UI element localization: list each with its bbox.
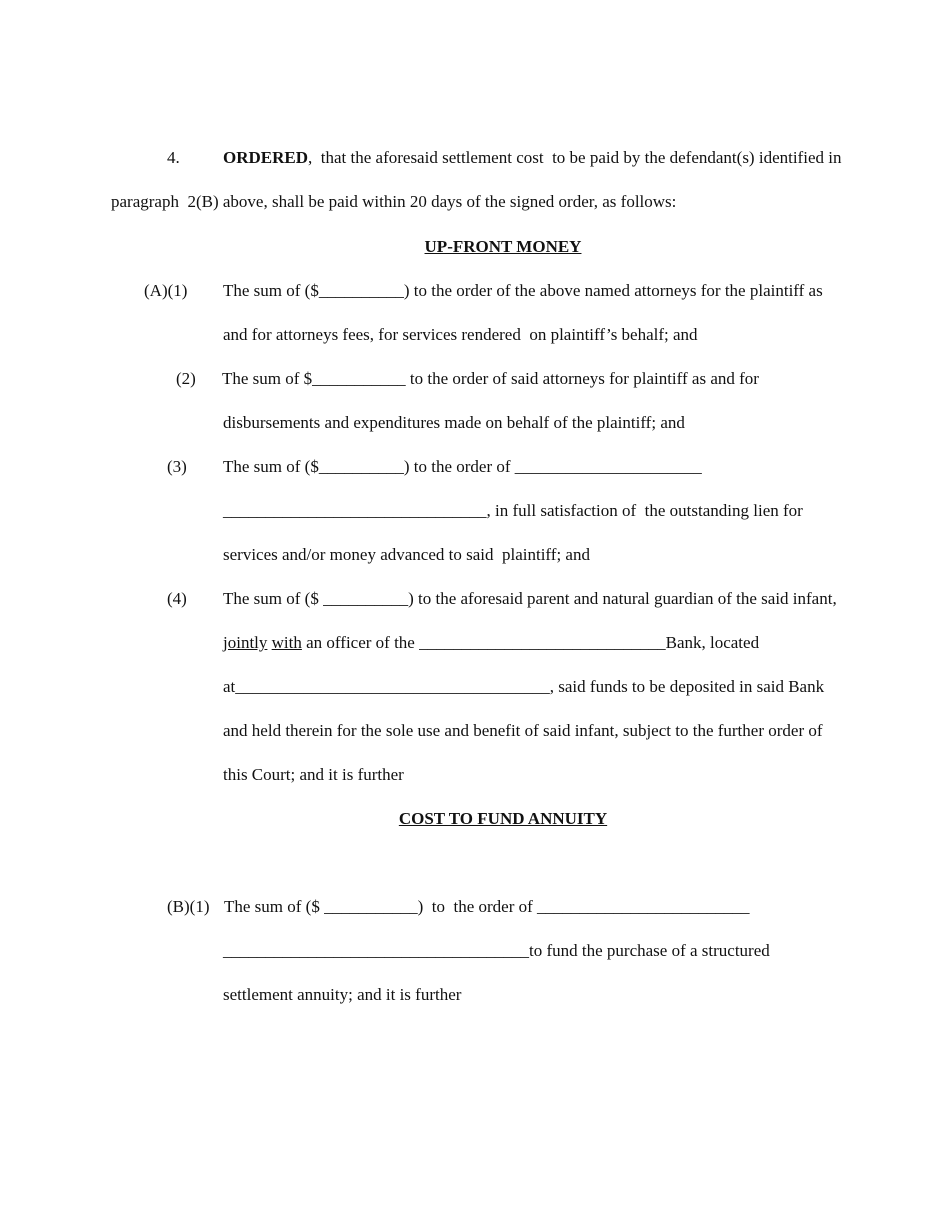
item-b1-line-1: The sum of ($ ___________) to the order of _________________________ [224,897,750,916]
item-a4-line-1: The sum of ($ __________) to the aforesaid parent and natural guardian of the said infant, [223,589,837,608]
jointly-word: jointly [223,633,268,652]
item-b1-line-2: ____________________________________to fund the purchase of a structured [223,941,770,960]
item-a4-line-2 [223,633,759,653]
with-word: with [271,633,302,652]
annuity-heading: COST TO FUND ANNUITY [398,809,608,828]
item-a3-label: (3) [167,457,187,476]
item-a4-label: (4) [167,589,187,608]
item-a2-line-1: The sum of $___________ to the order of said attorneys for plaintiff as and for [222,369,759,388]
item-a4-line-5: this Court; and it is further [223,765,404,784]
item-a4-line-3: at_____________________________________, said funds to be deposited in said Bank [223,677,825,696]
item-a3-line-1: The sum of ($__________) to the order of ______________________ [223,457,702,476]
item-a4-line-2-rest: an officer of the _____________________________Bank, located [301,633,760,652]
paragraph-number: 4. [167,148,180,167]
item-a3-line-2: _______________________________, in full satisfaction of the outstanding lien for [223,501,803,520]
ordered-text: , that the aforesaid settlement cost to be paid by the defendant(s) identified in [308,148,842,167]
item-a2-line-2: disbursements and expenditures made on behalf of the plaintiff; and [223,413,685,432]
item-a1-label: (A)(1) [144,281,188,300]
item-a4-line-4: and held therein for the sole use and benefit of said infant, subject to the further order of [223,721,823,740]
upfront-money-heading: UP-FRONT MONEY [424,237,582,256]
paragraph-4-line-1 [223,148,841,168]
ordered-label: ORDERED [223,148,309,167]
item-b1-label: (B)(1) [167,897,210,916]
item-a1-line-1: The sum of ($__________) to the order of the above named attorneys for the plaintiff as [223,281,823,300]
item-a3-line-3: services and/or money advanced to said plaintiff; and [223,545,590,564]
item-b1-line-3: settlement annuity; and it is further [223,985,462,1004]
paragraph-4-line-2: paragraph 2(B) above, shall be paid within 20 days of the signed order, as follows: [111,192,677,211]
item-a1-line-2: and for attorneys fees, for services rendered on plaintiff’s behalf; and [223,325,698,344]
item-a2-label: (2) [176,369,196,388]
